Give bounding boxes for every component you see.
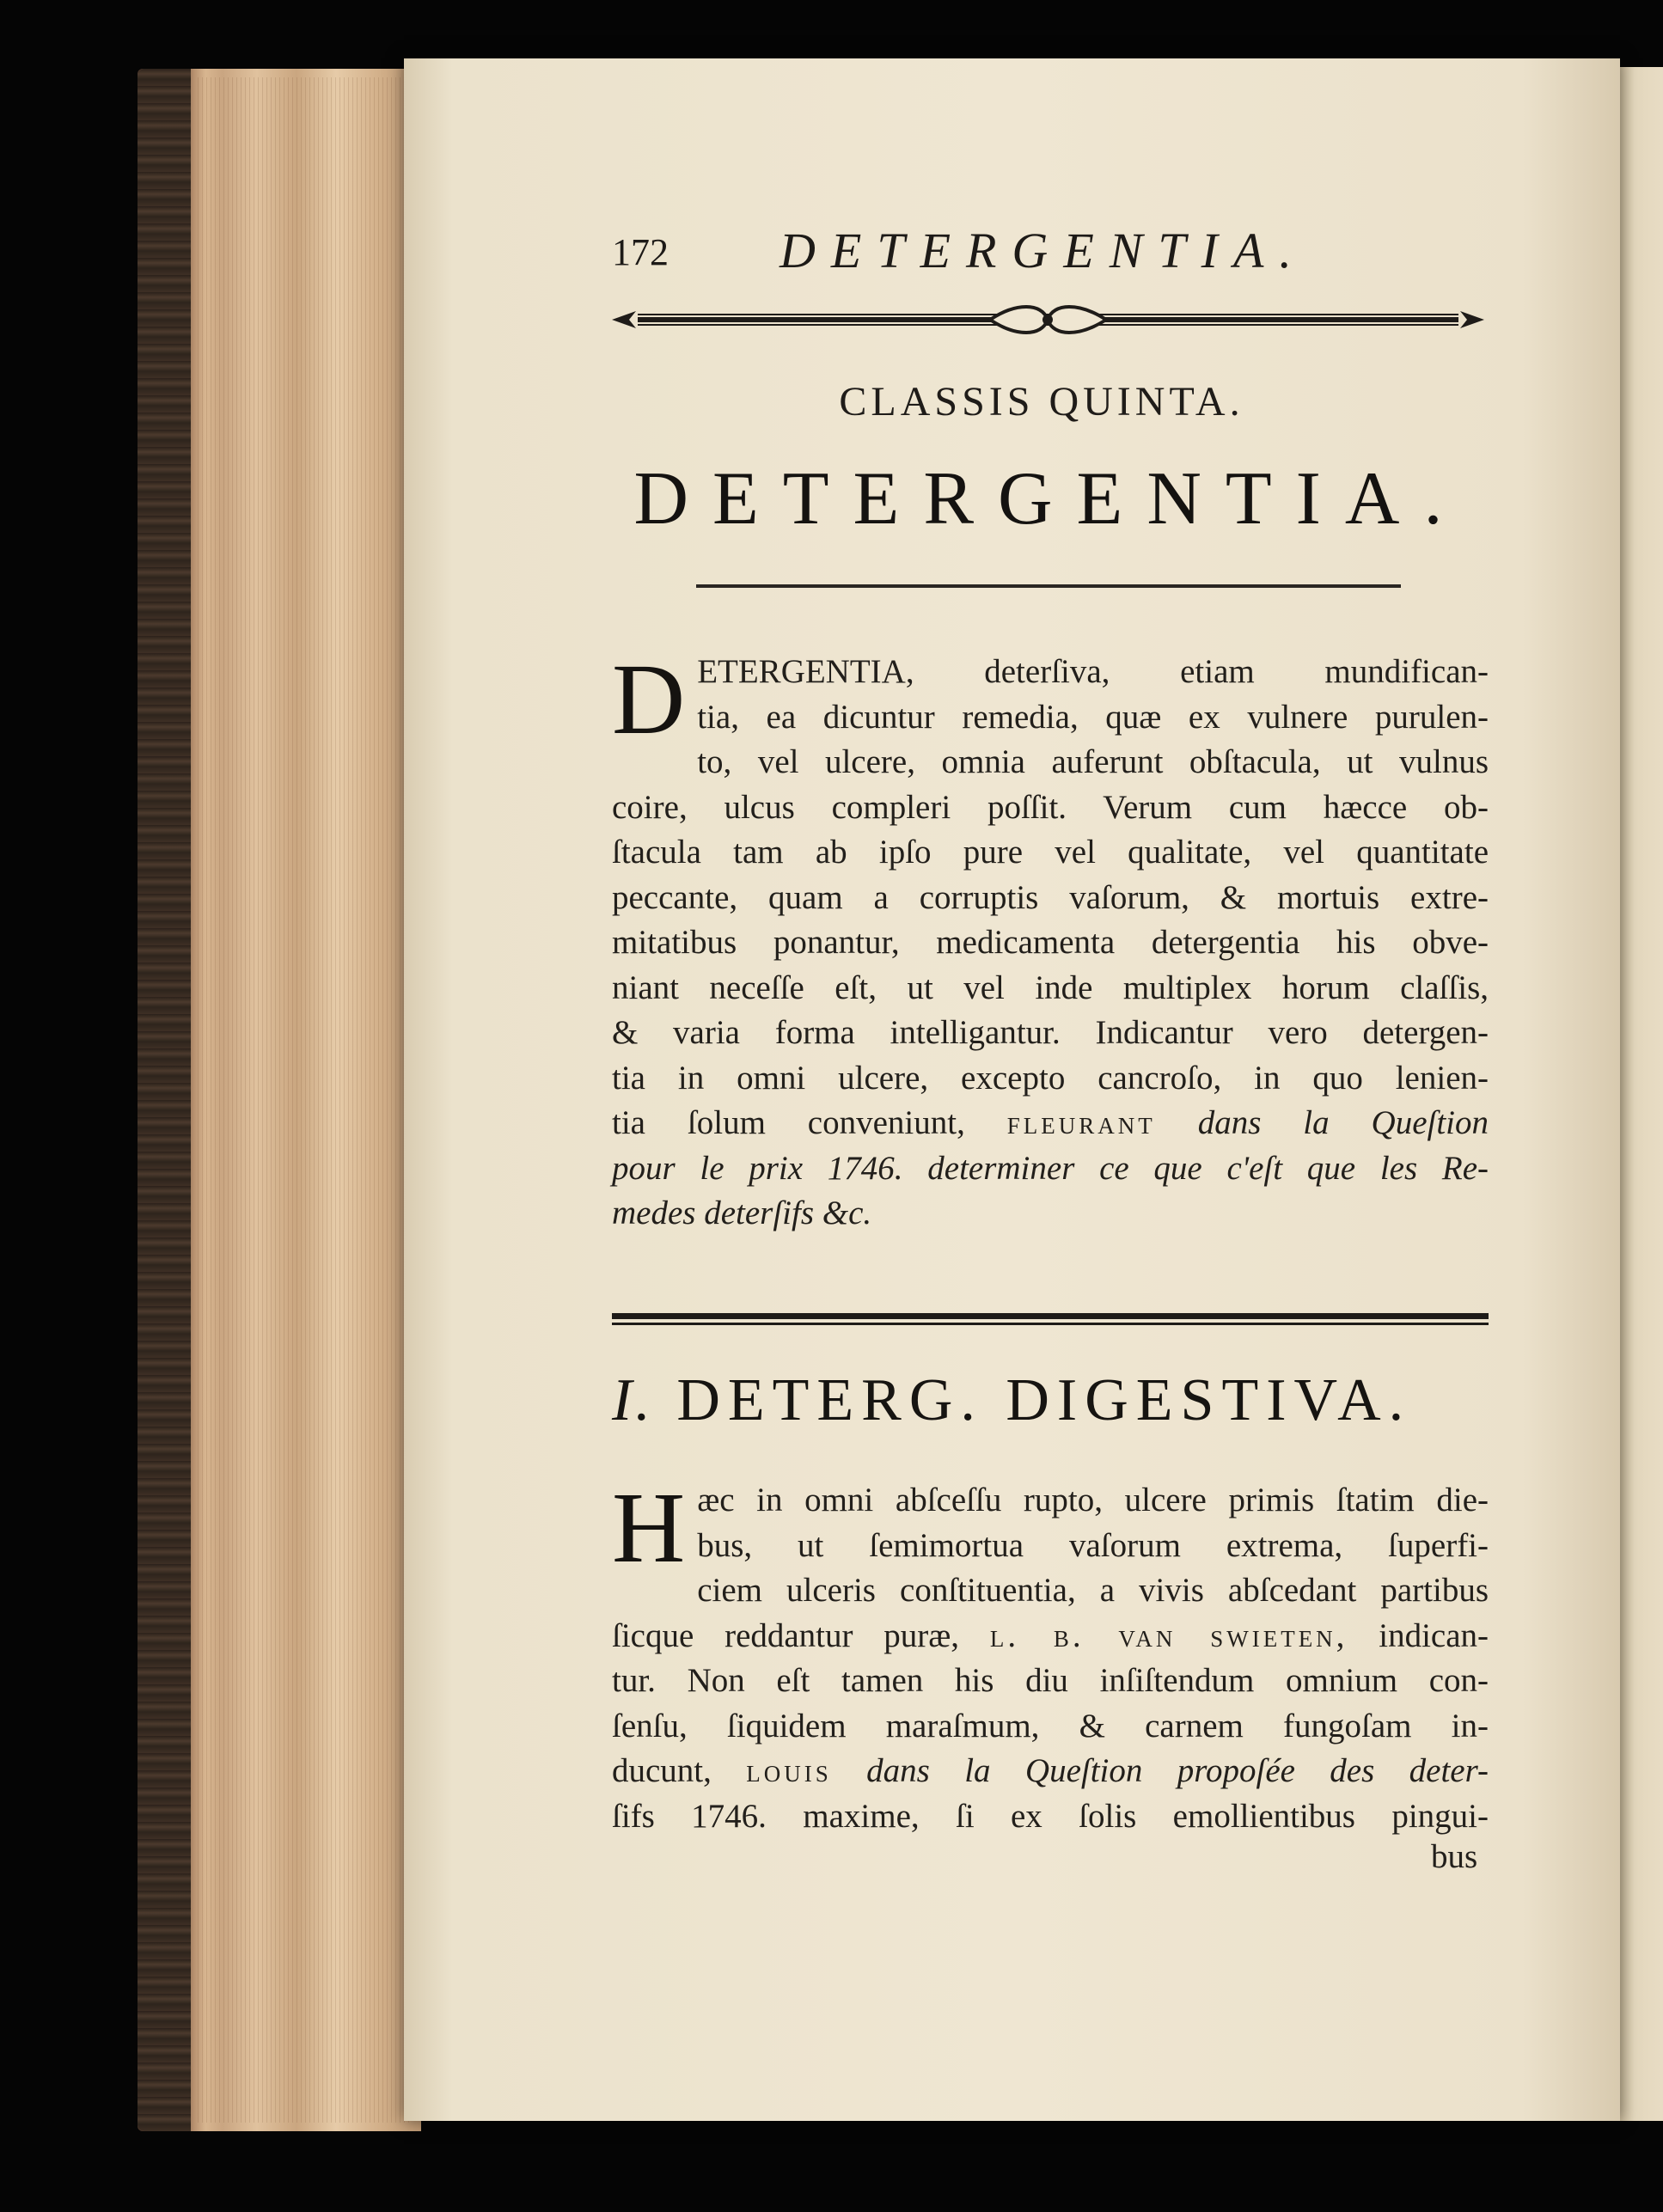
page-number: 172: [612, 231, 669, 273]
text-line: æc in omni abſceſſu rupto, ulcere primis ſtatim die-: [697, 1482, 1489, 1518]
author-name: fleurant: [1006, 1104, 1156, 1141]
ornamental-rule: [612, 302, 1484, 337]
facing-page-edge: [1616, 67, 1663, 2121]
text-line: peccante, quam a corruptis vaſorum, & mortuis extre-: [612, 878, 1489, 916]
citation: dans la Queſtion propoſée des deter-: [866, 1752, 1489, 1789]
double-rule: [612, 1313, 1489, 1329]
text-segment: indican-: [1379, 1616, 1489, 1654]
dropcap: D: [612, 643, 686, 755]
author-name: louis: [746, 1752, 832, 1789]
section-title: DETERGENTIA.: [633, 457, 1467, 541]
text-line: [612, 1101, 1489, 1146]
author-name: l. b. van swieten,: [989, 1616, 1348, 1654]
text-line: bus, ut ſemimortua vaſorum extrema, ſuperfi-: [697, 1526, 1489, 1564]
text-line: ſifs 1746. maxime, ſi ex ſolis emollientibus pingui-: [612, 1797, 1489, 1835]
text-line: ſtacula tam ab ipſo pure vel qualitate, vel quantitate: [612, 834, 1489, 871]
text-line: tur. Non eſt tamen his diu inſiſtendum omnium con-: [612, 1662, 1489, 1699]
catchword: bus: [1431, 1838, 1478, 1875]
running-title: DETERGENTIA.: [780, 223, 1307, 278]
article-paragraph: [612, 1471, 1489, 1839]
citation: dans la Queſtion: [1197, 1104, 1489, 1141]
text-line: ſenſu, ſiquidem maraſmum, & carnem fungoſam in-: [612, 1707, 1489, 1745]
text-line: to, vel ulcere, omnia auferunt obſtacula, ut vulnus: [697, 743, 1489, 780]
article-title: DETERG. DIGESTIVA.: [676, 1367, 1412, 1433]
text-segment: tia ſolum conveniunt,: [612, 1104, 965, 1141]
text-line: tia, ea dicuntur remedia, quæ ex vulnere purulen-: [697, 698, 1489, 736]
text-segment: ducunt,: [612, 1752, 712, 1789]
text-line: niant neceſſe eſt, ut vel inde multiplex horum claſſis,: [612, 969, 1489, 1006]
citation-line: medes deterſifs &c.: [612, 1195, 872, 1231]
page-edge-lines: [198, 77, 413, 2123]
text-line: tia in omni ulcere, excepto cancroſo, in quo lenien-: [612, 1059, 1489, 1097]
article-number: I.: [612, 1367, 654, 1433]
dropcap: H: [612, 1471, 686, 1584]
text-line: [612, 1614, 1489, 1659]
running-head: [612, 222, 1351, 282]
divider-rule: [696, 584, 1401, 588]
article-heading: [612, 1366, 1497, 1435]
text-line: & varia forma intelligantur. Indicantur vero detergen-: [612, 1014, 1489, 1051]
citation-line: pour le prix 1746. determiner ce que c'eſt que les Re-: [612, 1149, 1489, 1187]
text-segment: ſicque reddantur puræ,: [612, 1616, 960, 1654]
intro-paragraph: [612, 643, 1489, 1237]
class-label: CLASSIS QUINTA.: [839, 379, 1244, 425]
text-line: ETERGENTIA, deterſiva, etiam mundifican-: [697, 653, 1489, 690]
text-line: mitatibus ponantur, medicamenta detergentia his obve-: [612, 924, 1489, 961]
text-line: [612, 1749, 1489, 1794]
book-spine: [138, 69, 191, 2131]
text-line: ciem ulceris conſtituentia, a vivis abſcedant partibus: [697, 1572, 1489, 1609]
text-line: coire, ulcus compleri poſſit. Verum cum hæcce ob-: [612, 788, 1489, 826]
